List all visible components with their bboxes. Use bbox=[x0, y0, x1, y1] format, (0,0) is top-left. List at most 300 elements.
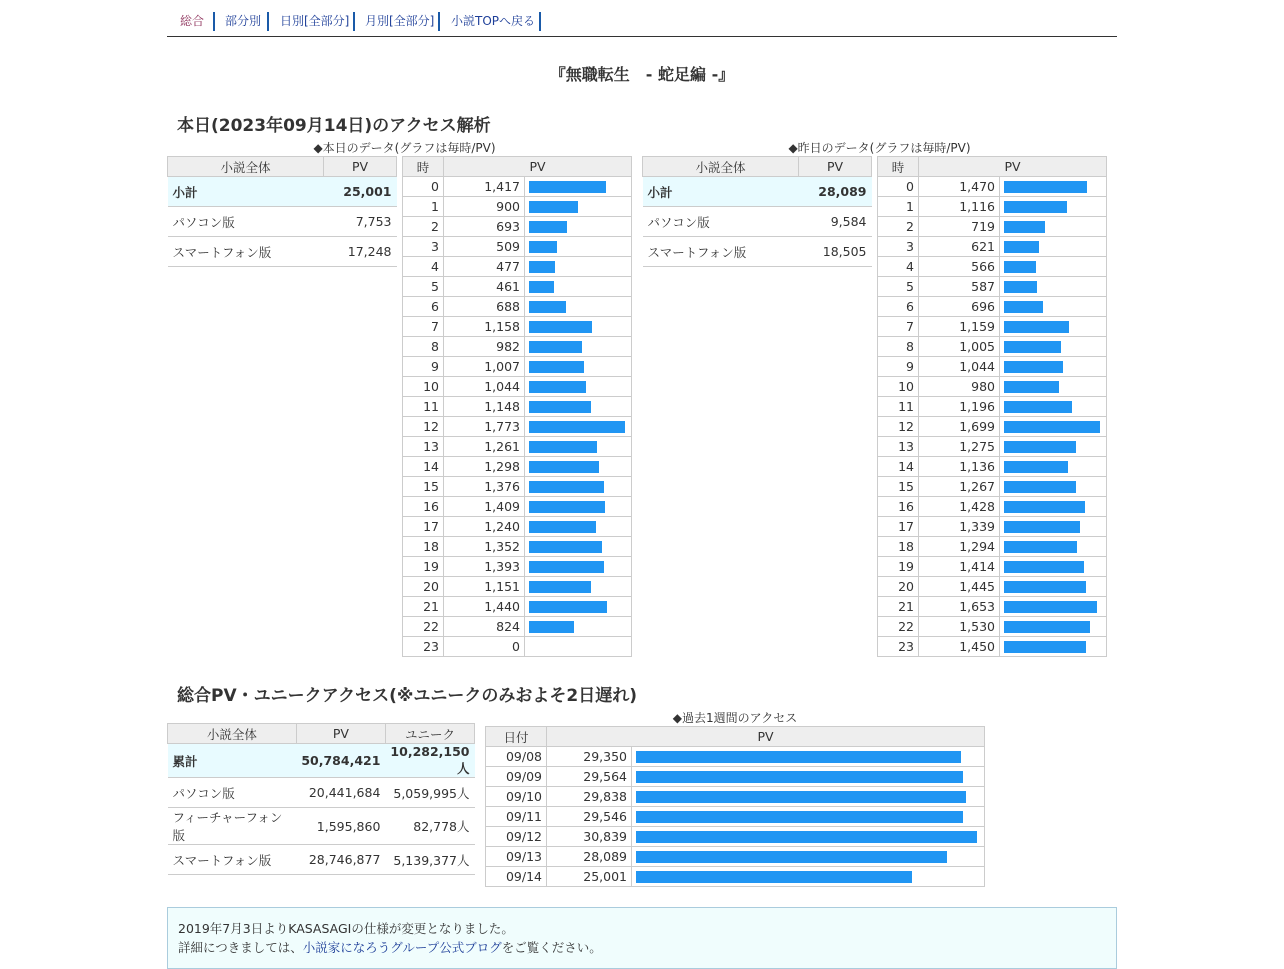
hour-bar-cell bbox=[525, 537, 632, 557]
hour-label: 22 bbox=[878, 617, 919, 637]
hour-row bbox=[878, 197, 1107, 217]
hour-bar-cell bbox=[525, 577, 632, 597]
hour-row bbox=[878, 357, 1107, 377]
nav-summary[interactable]: 総合 bbox=[180, 14, 205, 28]
hour-pv-bar bbox=[529, 541, 602, 553]
hour-pv-value: 1,196 bbox=[919, 397, 1000, 417]
hour-row bbox=[403, 237, 632, 257]
week-pv-value: 29,546 bbox=[547, 807, 632, 827]
hour-label: 10 bbox=[403, 377, 444, 397]
hour-label: 8 bbox=[403, 337, 444, 357]
row-pv: 50,784,421 bbox=[296, 744, 385, 778]
hour-pv-value: 980 bbox=[919, 377, 1000, 397]
notice-text: 詳細につきましては、 bbox=[178, 940, 303, 955]
col-header: PV bbox=[919, 157, 1107, 177]
week-pv-bar bbox=[636, 751, 961, 763]
hour-pv-value: 1,414 bbox=[919, 557, 1000, 577]
novel-title: 『無職転生 - 蛇足編 -』 bbox=[549, 65, 735, 84]
hour-pv-value: 1,417 bbox=[444, 177, 525, 197]
hour-row bbox=[878, 617, 1107, 637]
week-pv-bar bbox=[636, 871, 912, 883]
hour-row bbox=[878, 577, 1107, 597]
hour-row bbox=[878, 257, 1107, 277]
hour-row bbox=[403, 517, 632, 537]
hour-row bbox=[403, 297, 632, 317]
notice-line: 2019年7月3日よりKASASAGIの仕様が変更となりました。 bbox=[178, 921, 514, 936]
hour-pv-value: 1,298 bbox=[444, 457, 525, 477]
hour-bar-cell bbox=[525, 337, 632, 357]
hour-row bbox=[878, 277, 1107, 297]
nav-monthly[interactable]: 月別[全部分] bbox=[365, 14, 435, 28]
hour-label: 4 bbox=[403, 257, 444, 277]
hour-bar-cell bbox=[525, 237, 632, 257]
hour-row bbox=[878, 477, 1107, 497]
col-header: PV bbox=[547, 727, 985, 747]
notice-box bbox=[167, 907, 1117, 969]
hour-pv-value: 1,653 bbox=[919, 597, 1000, 617]
hour-pv-bar bbox=[1004, 181, 1087, 193]
hour-label: 12 bbox=[403, 417, 444, 437]
week-row bbox=[486, 767, 985, 787]
week-bar-cell bbox=[632, 767, 985, 787]
hour-row bbox=[403, 497, 632, 517]
hour-label: 8 bbox=[878, 337, 919, 357]
hour-label: 20 bbox=[878, 577, 919, 597]
hour-pv-value: 0 bbox=[444, 637, 525, 657]
hour-label: 11 bbox=[403, 397, 444, 417]
hour-row bbox=[403, 317, 632, 337]
hour-row bbox=[878, 517, 1107, 537]
hour-pv-value: 1,773 bbox=[444, 417, 525, 437]
hour-pv-bar bbox=[529, 461, 599, 473]
hour-pv-bar bbox=[1004, 281, 1037, 293]
row-value: 25,001 bbox=[324, 177, 397, 207]
hour-label: 15 bbox=[878, 477, 919, 497]
hour-pv-bar bbox=[529, 341, 582, 353]
hour-row bbox=[403, 597, 632, 617]
hour-bar-cell bbox=[525, 597, 632, 617]
hour-label: 15 bbox=[403, 477, 444, 497]
hour-pv-value: 1,261 bbox=[444, 437, 525, 457]
hour-label: 13 bbox=[878, 437, 919, 457]
hour-row bbox=[878, 317, 1107, 337]
hour-pv-value: 1,044 bbox=[919, 357, 1000, 377]
hour-row bbox=[878, 457, 1107, 477]
hour-pv-bar bbox=[529, 181, 606, 193]
week-bar-cell bbox=[632, 867, 985, 887]
hour-pv-bar bbox=[529, 281, 554, 293]
hour-pv-bar bbox=[529, 441, 597, 453]
week-row bbox=[486, 847, 985, 867]
hour-bar-cell bbox=[525, 457, 632, 477]
hour-pv-value: 461 bbox=[444, 277, 525, 297]
hour-pv-bar bbox=[529, 501, 605, 513]
week-date: 09/09 bbox=[486, 767, 547, 787]
hour-row bbox=[878, 597, 1107, 617]
col-header: PV bbox=[799, 157, 872, 177]
hour-label: 6 bbox=[403, 297, 444, 317]
hour-pv-value: 1,409 bbox=[444, 497, 525, 517]
week-pv-bar bbox=[636, 831, 977, 843]
hour-pv-bar bbox=[529, 481, 604, 493]
hour-label: 5 bbox=[878, 277, 919, 297]
yesterday-summary-table bbox=[642, 156, 872, 267]
hour-bar-cell bbox=[1000, 437, 1107, 457]
col-header: ユニーク bbox=[385, 724, 474, 744]
col-header: 時 bbox=[878, 157, 919, 177]
hour-label: 4 bbox=[878, 257, 919, 277]
hour-pv-value: 1,352 bbox=[444, 537, 525, 557]
hour-label: 18 bbox=[878, 537, 919, 557]
hour-label: 12 bbox=[878, 417, 919, 437]
hour-pv-value: 1,450 bbox=[919, 637, 1000, 657]
week-date: 09/14 bbox=[486, 867, 547, 887]
hour-pv-value: 982 bbox=[444, 337, 525, 357]
col-header: 小説全体 bbox=[643, 157, 799, 177]
hour-bar-cell bbox=[1000, 617, 1107, 637]
hour-bar-cell bbox=[1000, 457, 1107, 477]
hour-row bbox=[403, 477, 632, 497]
week-bar-cell bbox=[632, 787, 985, 807]
row-label: スマートフォン版 bbox=[643, 237, 799, 267]
hour-bar-cell bbox=[1000, 257, 1107, 277]
hour-pv-value: 1,470 bbox=[919, 177, 1000, 197]
nav-by-part[interactable]: 部分別 bbox=[225, 14, 262, 28]
hour-row bbox=[878, 377, 1107, 397]
row-unique: 10,282,150人 bbox=[385, 744, 474, 778]
hour-pv-bar bbox=[529, 561, 604, 573]
hour-bar-cell bbox=[1000, 397, 1107, 417]
hour-pv-bar bbox=[529, 261, 555, 273]
hour-row bbox=[403, 617, 632, 637]
hour-pv-value: 824 bbox=[444, 617, 525, 637]
hour-pv-value: 1,158 bbox=[444, 317, 525, 337]
row-value: 28,089 bbox=[799, 177, 872, 207]
hour-bar-cell bbox=[525, 217, 632, 237]
hour-pv-bar bbox=[1004, 241, 1039, 253]
week-row bbox=[486, 807, 985, 827]
hour-label: 1 bbox=[878, 197, 919, 217]
hour-bar-cell bbox=[1000, 477, 1107, 497]
row-label: パソコン版 bbox=[643, 207, 799, 237]
week-row bbox=[486, 827, 985, 847]
week-table bbox=[485, 726, 985, 887]
hour-pv-bar bbox=[529, 521, 596, 533]
hour-bar-cell bbox=[525, 277, 632, 297]
week-pv-bar bbox=[636, 771, 963, 783]
hour-label: 0 bbox=[878, 177, 919, 197]
hour-pv-bar bbox=[529, 601, 607, 613]
hour-pv-value: 587 bbox=[919, 277, 1000, 297]
hour-label: 17 bbox=[403, 517, 444, 537]
hour-row bbox=[878, 497, 1107, 517]
hour-bar-cell bbox=[525, 377, 632, 397]
hour-pv-bar bbox=[1004, 381, 1059, 393]
hour-pv-bar bbox=[1004, 401, 1072, 413]
hour-pv-bar bbox=[529, 401, 591, 413]
hour-row bbox=[403, 577, 632, 597]
hour-bar-cell bbox=[525, 397, 632, 417]
hour-pv-value: 509 bbox=[444, 237, 525, 257]
row-label: スマートフォン版 bbox=[168, 237, 324, 267]
hour-bar-cell bbox=[1000, 557, 1107, 577]
hour-bar-cell bbox=[525, 357, 632, 377]
week-date: 09/13 bbox=[486, 847, 547, 867]
hour-pv-value: 1,267 bbox=[919, 477, 1000, 497]
today-summary-table bbox=[167, 156, 397, 267]
hour-pv-bar bbox=[529, 301, 566, 313]
hour-bar-cell bbox=[1000, 537, 1107, 557]
hour-pv-value: 1,116 bbox=[919, 197, 1000, 217]
hour-row bbox=[403, 177, 632, 197]
row-label: パソコン版 bbox=[168, 778, 297, 808]
hour-pv-value: 688 bbox=[444, 297, 525, 317]
row-value: 18,505 bbox=[799, 237, 872, 267]
hour-bar-cell bbox=[1000, 177, 1107, 197]
hour-pv-value: 719 bbox=[919, 217, 1000, 237]
week-pv-value: 29,838 bbox=[547, 787, 632, 807]
hour-label: 9 bbox=[878, 357, 919, 377]
hour-row bbox=[403, 557, 632, 577]
hour-row bbox=[878, 297, 1107, 317]
hour-row bbox=[403, 357, 632, 377]
hour-pv-bar bbox=[529, 221, 567, 233]
week-bar-cell bbox=[632, 827, 985, 847]
week-row bbox=[486, 867, 985, 887]
hour-label: 7 bbox=[878, 317, 919, 337]
hour-pv-bar bbox=[1004, 621, 1090, 633]
hour-bar-cell bbox=[1000, 197, 1107, 217]
hour-label: 13 bbox=[403, 437, 444, 457]
hour-label: 16 bbox=[403, 497, 444, 517]
hour-row bbox=[403, 457, 632, 477]
hour-bar-cell bbox=[525, 297, 632, 317]
hour-bar-cell bbox=[525, 437, 632, 457]
week-pv-value: 25,001 bbox=[547, 867, 632, 887]
row-value: 17,248 bbox=[324, 237, 397, 267]
hour-row bbox=[878, 217, 1107, 237]
hour-label: 17 bbox=[878, 517, 919, 537]
row-pv: 1,595,860 bbox=[296, 808, 385, 845]
hour-bar-cell bbox=[1000, 337, 1107, 357]
hour-label: 5 bbox=[403, 277, 444, 297]
hour-row bbox=[403, 277, 632, 297]
hour-label: 11 bbox=[878, 397, 919, 417]
row-value: 7,753 bbox=[324, 207, 397, 237]
hour-pv-bar bbox=[529, 241, 557, 253]
week-bar-cell bbox=[632, 847, 985, 867]
hour-pv-value: 693 bbox=[444, 217, 525, 237]
hour-pv-value: 696 bbox=[919, 297, 1000, 317]
hour-label: 7 bbox=[403, 317, 444, 337]
row-value: 9,584 bbox=[799, 207, 872, 237]
week-date: 09/12 bbox=[486, 827, 547, 847]
row-label: 小計 bbox=[168, 177, 324, 207]
week-pv-value: 29,350 bbox=[547, 747, 632, 767]
hour-pv-bar bbox=[1004, 541, 1077, 553]
hour-pv-bar bbox=[529, 361, 584, 373]
hour-row bbox=[878, 557, 1107, 577]
hour-label: 14 bbox=[878, 457, 919, 477]
hour-pv-value: 1,151 bbox=[444, 577, 525, 597]
hour-pv-value: 1,376 bbox=[444, 477, 525, 497]
hour-bar-cell bbox=[525, 177, 632, 197]
hour-pv-bar bbox=[529, 381, 586, 393]
hour-pv-bar bbox=[1004, 361, 1063, 373]
row-pv: 28,746,877 bbox=[296, 845, 385, 875]
hour-label: 21 bbox=[403, 597, 444, 617]
week-pv-value: 29,564 bbox=[547, 767, 632, 787]
hour-pv-bar bbox=[1004, 581, 1086, 593]
hour-pv-bar bbox=[529, 321, 592, 333]
hour-pv-value: 1,440 bbox=[444, 597, 525, 617]
nav-separator bbox=[539, 12, 541, 31]
hour-bar-cell bbox=[1000, 597, 1107, 617]
hour-row bbox=[403, 337, 632, 357]
hour-bar-cell bbox=[525, 497, 632, 517]
col-header: 小説全体 bbox=[168, 157, 324, 177]
hour-label: 2 bbox=[878, 217, 919, 237]
hour-bar-cell bbox=[525, 637, 632, 657]
hour-pv-value: 621 bbox=[919, 237, 1000, 257]
hour-label: 10 bbox=[878, 377, 919, 397]
hour-pv-bar bbox=[1004, 521, 1080, 533]
hour-pv-value: 1,044 bbox=[444, 377, 525, 397]
hour-pv-bar bbox=[1004, 561, 1084, 573]
hour-pv-bar bbox=[1004, 601, 1097, 613]
hour-pv-value: 1,530 bbox=[919, 617, 1000, 637]
hour-label: 22 bbox=[403, 617, 444, 637]
hour-row bbox=[403, 197, 632, 217]
section-heading-today: 本日(2023年09月14日)のアクセス解析 bbox=[177, 116, 491, 136]
nav-daily[interactable]: 日別[全部分] bbox=[280, 14, 350, 28]
hour-bar-cell bbox=[525, 557, 632, 577]
hour-label: 16 bbox=[878, 497, 919, 517]
row-label: スマートフォン版 bbox=[168, 845, 297, 875]
week-row bbox=[486, 787, 985, 807]
hour-pv-bar bbox=[529, 581, 591, 593]
hour-bar-cell bbox=[1000, 417, 1107, 437]
hour-pv-value: 900 bbox=[444, 197, 525, 217]
hour-row bbox=[403, 537, 632, 557]
hour-pv-bar bbox=[529, 621, 574, 633]
week-pv-bar bbox=[636, 851, 947, 863]
col-header: PV bbox=[444, 157, 632, 177]
hour-pv-value: 1,294 bbox=[919, 537, 1000, 557]
hour-pv-bar bbox=[529, 421, 625, 433]
hour-label: 18 bbox=[403, 537, 444, 557]
hour-pv-bar bbox=[1004, 301, 1043, 313]
row-pv: 20,441,684 bbox=[296, 778, 385, 808]
hour-label: 6 bbox=[878, 297, 919, 317]
hour-bar-cell bbox=[1000, 637, 1107, 657]
week-caption: ◆過去1週間のアクセス bbox=[672, 711, 798, 725]
hour-bar-cell bbox=[1000, 237, 1107, 257]
week-bar-cell bbox=[632, 807, 985, 827]
hour-pv-value: 1,136 bbox=[919, 457, 1000, 477]
week-bar-cell bbox=[632, 747, 985, 767]
notice-line bbox=[168, 938, 1116, 957]
hour-bar-cell bbox=[525, 617, 632, 637]
hour-pv-value: 1,393 bbox=[444, 557, 525, 577]
hour-row bbox=[878, 177, 1107, 197]
hour-row bbox=[403, 417, 632, 437]
week-pv-value: 28,089 bbox=[547, 847, 632, 867]
hour-pv-value: 1,699 bbox=[919, 417, 1000, 437]
hour-pv-value: 1,275 bbox=[919, 437, 1000, 457]
hour-pv-value: 1,339 bbox=[919, 517, 1000, 537]
today-hourly-table bbox=[402, 156, 632, 657]
week-pv-bar bbox=[636, 791, 966, 803]
hour-label: 19 bbox=[403, 557, 444, 577]
hour-bar-cell bbox=[525, 517, 632, 537]
col-header: PV bbox=[296, 724, 385, 744]
hour-bar-cell bbox=[525, 417, 632, 437]
hour-label: 1 bbox=[403, 197, 444, 217]
hour-pv-bar bbox=[1004, 341, 1061, 353]
hour-pv-bar bbox=[1004, 201, 1067, 213]
col-header: 時 bbox=[403, 157, 444, 177]
hour-pv-value: 1,445 bbox=[919, 577, 1000, 597]
hour-pv-bar bbox=[1004, 481, 1076, 493]
hour-pv-bar bbox=[1004, 421, 1100, 433]
hour-row bbox=[403, 377, 632, 397]
hour-pv-bar bbox=[1004, 501, 1085, 513]
hour-label: 0 bbox=[403, 177, 444, 197]
hour-pv-value: 1,159 bbox=[919, 317, 1000, 337]
hour-row bbox=[878, 397, 1107, 417]
week-date: 09/11 bbox=[486, 807, 547, 827]
hour-label: 23 bbox=[403, 637, 444, 657]
hour-row bbox=[403, 217, 632, 237]
col-header: 日付 bbox=[486, 727, 547, 747]
hour-label: 21 bbox=[878, 597, 919, 617]
hour-bar-cell bbox=[1000, 297, 1107, 317]
hour-label: 3 bbox=[878, 237, 919, 257]
row-label: 累計 bbox=[168, 744, 297, 778]
hour-bar-cell bbox=[1000, 577, 1107, 597]
hour-row bbox=[878, 537, 1107, 557]
hour-label: 9 bbox=[403, 357, 444, 377]
hour-row bbox=[878, 437, 1107, 457]
week-pv-value: 30,839 bbox=[547, 827, 632, 847]
hour-pv-value: 1,240 bbox=[444, 517, 525, 537]
hour-bar-cell bbox=[1000, 277, 1107, 297]
nav-novel-top[interactable]: 小説TOPへ戻る bbox=[451, 14, 536, 28]
hour-pv-value: 477 bbox=[444, 257, 525, 277]
row-label: 小計 bbox=[643, 177, 799, 207]
hour-label: 23 bbox=[878, 637, 919, 657]
hour-pv-bar bbox=[1004, 641, 1086, 653]
hour-pv-bar bbox=[1004, 221, 1045, 233]
hour-pv-bar bbox=[1004, 321, 1069, 333]
hour-row bbox=[403, 397, 632, 417]
hour-pv-bar bbox=[1004, 461, 1068, 473]
hour-row bbox=[403, 637, 632, 657]
hour-label: 14 bbox=[403, 457, 444, 477]
row-label: フィーチャーフォン版 bbox=[168, 808, 297, 845]
total-table bbox=[167, 723, 475, 875]
yesterday-hourly-table bbox=[877, 156, 1107, 657]
week-pv-bar bbox=[636, 811, 963, 823]
col-header: PV bbox=[324, 157, 397, 177]
hour-bar-cell bbox=[1000, 377, 1107, 397]
blog-link[interactable]: 小説家になろうグループ公式ブログ bbox=[302, 940, 502, 955]
hour-pv-bar bbox=[529, 201, 578, 213]
notice-text: をご覧ください。 bbox=[501, 940, 602, 955]
yesterday-caption: ◆昨日のデータ(グラフは毎時/PV) bbox=[788, 141, 971, 155]
col-header: 小説全体 bbox=[168, 724, 297, 744]
